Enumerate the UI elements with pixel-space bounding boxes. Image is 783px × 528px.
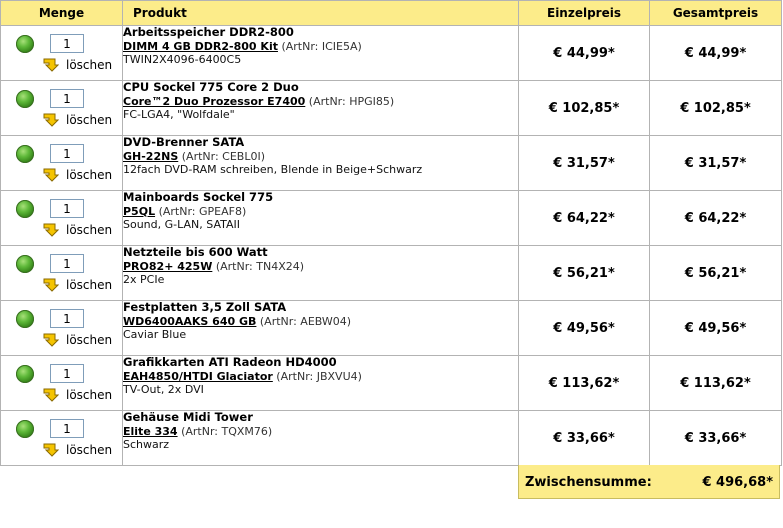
cart-header-row [1, 1, 782, 26]
qty-cell [1, 136, 123, 191]
product-name-link[interactable]: EAH4850/HTDI Glaciator [123, 369, 273, 383]
product-line [123, 95, 518, 109]
quantity-input[interactable] [50, 364, 84, 383]
product-cell [123, 136, 519, 191]
cart-item-row [1, 411, 782, 466]
qty-cell [1, 411, 123, 466]
product-description: Sound, G-LAN, SATAII [123, 218, 240, 231]
total-price: € 64,22* [650, 191, 782, 246]
cart-item-row [1, 26, 782, 81]
delete-link[interactable] [43, 58, 112, 72]
delete-label: löschen [66, 168, 113, 182]
product-name-link[interactable]: P5QL [123, 204, 156, 218]
status-dot-icon [16, 200, 34, 218]
total-price: € 49,56* [650, 301, 782, 356]
product-name-link[interactable]: Core™2 Duo Prozessor E7400 [123, 94, 306, 108]
product-category: Arbeitsspeicher DDR2-800 [123, 25, 294, 39]
status-dot-icon [16, 420, 34, 438]
qty-cell [1, 246, 123, 301]
unit-price: € 102,85* [519, 81, 650, 136]
status-dot-icon [16, 365, 34, 383]
delete-link[interactable] [43, 278, 112, 292]
product-description: 2x PCIe [123, 273, 165, 286]
product-name-link[interactable]: GH-22NS [123, 149, 179, 163]
article-number: (ArtNr: TN4X24) [212, 259, 305, 273]
quantity-input[interactable] [50, 89, 84, 108]
product-description: Schwarz [123, 438, 170, 451]
header-total-price: Gesamtpreis [650, 1, 782, 26]
yellow-arrow-icon [43, 168, 59, 182]
yellow-arrow-icon [43, 113, 59, 127]
product-description: TWIN2X4096-6400C5 [123, 53, 242, 66]
quantity-input[interactable] [50, 309, 84, 328]
product-description: 12fach DVD-RAM schreiben, Blende in Beige+Schwarz [123, 163, 423, 176]
quantity-input[interactable] [50, 254, 84, 273]
product-name-link[interactable]: PRO82+ 425W [123, 259, 213, 273]
yellow-arrow-icon [43, 278, 59, 292]
cart-item-row [1, 136, 782, 191]
yellow-arrow-icon [43, 388, 59, 402]
unit-price: € 33,66* [519, 411, 650, 466]
cart-item-row [1, 356, 782, 411]
yellow-arrow-icon [43, 333, 59, 347]
yellow-arrow-icon [43, 223, 59, 237]
delete-link[interactable] [43, 333, 112, 347]
quantity-input[interactable] [50, 419, 84, 438]
status-dot-icon [16, 255, 34, 273]
delete-link[interactable] [43, 113, 112, 127]
qty-cell [1, 191, 123, 246]
product-category: Netzteile bis 600 Watt [123, 245, 268, 259]
qty-cell [1, 301, 123, 356]
product-cell [123, 81, 519, 136]
qty-cell [1, 81, 123, 136]
quantity-input[interactable] [50, 144, 84, 163]
quantity-input[interactable] [50, 199, 84, 218]
delete-link[interactable] [43, 168, 112, 182]
total-price: € 56,21* [650, 246, 782, 301]
product-name-link[interactable]: DIMM 4 GB DDR2-800 Kit [123, 39, 278, 53]
subtotal-value: € 496,68* [702, 475, 773, 490]
product-cell [123, 356, 519, 411]
delete-link[interactable] [43, 223, 112, 237]
delete-link[interactable] [43, 443, 112, 457]
unit-price: € 56,21* [519, 246, 650, 301]
product-category: Gehäuse Midi Tower [123, 410, 253, 424]
delete-label: löschen [66, 223, 113, 237]
status-dot-icon [16, 310, 34, 328]
subtotal-label: Zwischensumme: [525, 475, 652, 490]
product-category: Mainboards Sockel 775 [123, 190, 274, 204]
product-cell [123, 191, 519, 246]
total-price: € 113,62* [650, 356, 782, 411]
qty-cell [1, 26, 123, 81]
product-cell [123, 301, 519, 356]
article-number: (ArtNr: JBXVU4) [272, 369, 362, 383]
total-price: € 44,99* [650, 26, 782, 81]
product-line [123, 260, 518, 274]
delete-label: löschen [66, 58, 113, 72]
unit-price: € 44,99* [519, 26, 650, 81]
product-line [123, 205, 518, 219]
product-cell [123, 246, 519, 301]
product-category: Grafikkarten ATI Radeon HD4000 [123, 355, 337, 369]
delete-label: löschen [66, 443, 113, 457]
product-line [123, 315, 518, 329]
cart-item-row [1, 301, 782, 356]
subtotal-box [518, 465, 780, 499]
product-category: Festplatten 3,5 Zoll SATA [123, 300, 287, 314]
product-name-link[interactable]: Elite 334 [123, 424, 178, 438]
product-line [123, 370, 518, 384]
total-price: € 102,85* [650, 81, 782, 136]
cart-item-row [1, 81, 782, 136]
unit-price: € 31,57* [519, 136, 650, 191]
product-name-link[interactable]: WD6400AAKS 640 GB [123, 314, 257, 328]
product-cell [123, 411, 519, 466]
product-description: TV-Out, 2x DVI [123, 383, 204, 396]
cart-item-row [1, 191, 782, 246]
article-number: (ArtNr: TQXM76) [177, 424, 273, 438]
header-product: Produkt [123, 1, 519, 26]
delete-label: löschen [66, 333, 113, 347]
delete-label: löschen [66, 388, 113, 402]
unit-price: € 64,22* [519, 191, 650, 246]
product-category: DVD-Brenner SATA [123, 135, 245, 149]
delete-label: löschen [66, 113, 113, 127]
article-number: (ArtNr: GPEAF8) [155, 204, 247, 218]
yellow-arrow-icon [43, 58, 59, 72]
delete-label: löschen [66, 278, 113, 292]
article-number: (ArtNr: CEBL0I) [178, 149, 265, 163]
status-dot-icon [16, 90, 34, 108]
cart-body [1, 26, 782, 466]
product-description: Caviar Blue [123, 328, 187, 341]
header-qty: Menge [1, 1, 123, 26]
qty-cell [1, 356, 123, 411]
product-description: FC-LGA4, "Wolfdale" [123, 108, 235, 121]
article-number: (ArtNr: HPGI85) [305, 94, 395, 108]
status-dot-icon [16, 145, 34, 163]
product-category: CPU Sockel 775 Core 2 Duo [123, 80, 299, 94]
unit-price: € 49,56* [519, 301, 650, 356]
product-line [123, 40, 518, 54]
unit-price: € 113,62* [519, 356, 650, 411]
product-cell [123, 26, 519, 81]
product-line [123, 150, 518, 164]
delete-link[interactable] [43, 388, 112, 402]
article-number: (ArtNr: AEBW04) [256, 314, 352, 328]
cart-item-row [1, 246, 782, 301]
quantity-input[interactable] [50, 34, 84, 53]
total-price: € 31,57* [650, 136, 782, 191]
yellow-arrow-icon [43, 443, 59, 457]
header-unit-price: Einzelpreis [519, 1, 650, 26]
total-price: € 33,66* [650, 411, 782, 466]
product-line [123, 425, 518, 439]
article-number: (ArtNr: ICIE5A) [277, 39, 362, 53]
status-dot-icon [16, 35, 34, 53]
